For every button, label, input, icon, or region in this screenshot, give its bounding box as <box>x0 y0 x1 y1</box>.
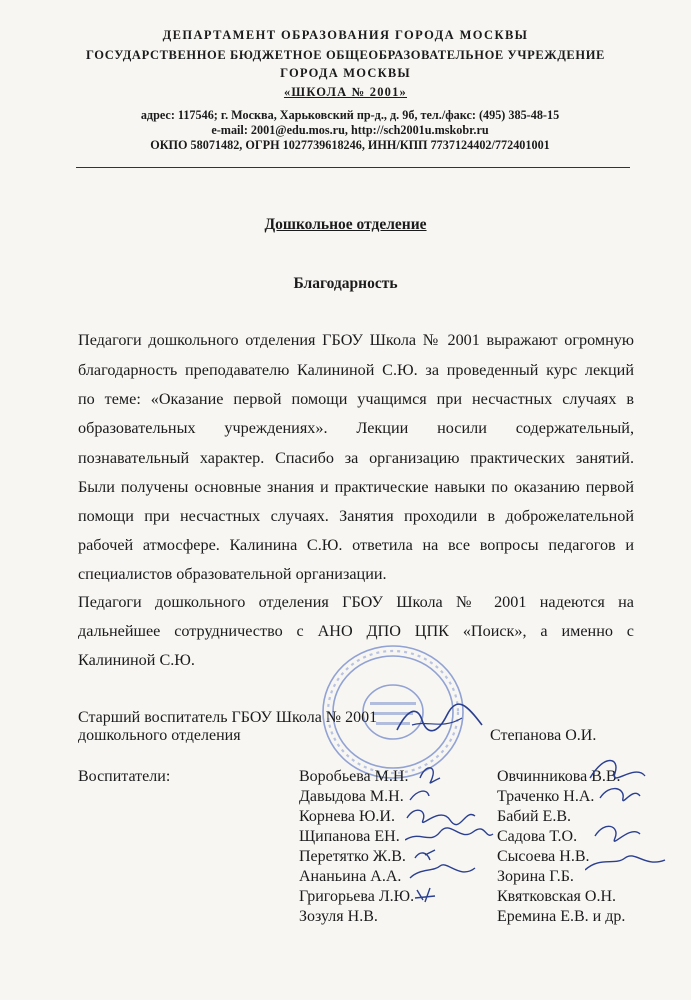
teachers-label: Воспитатели: <box>78 768 171 785</box>
teacher-name: Давыдова М.Н. <box>299 788 404 805</box>
teacher-name: Зорина Г.Б. <box>497 868 574 885</box>
teacher-name: Зозуля Н.В. <box>299 908 378 925</box>
teacher-name: Бабий Е.В. <box>497 808 571 825</box>
teacher-name: Григорьева Л.Ю. <box>299 888 415 905</box>
letterhead-school: «ШКОЛА № 2001» <box>283 85 408 99</box>
letterhead-institution: ГОСУДАРСТВЕННОЕ БЮДЖЕТНОЕ ОБЩЕОБРАЗОВАТЕЛЬНОЕ УЧРЕЖДЕНИЕ <box>86 48 605 62</box>
senior-teacher-department: дошкольного отделения <box>78 727 241 744</box>
teacher-signatures-right <box>585 748 685 888</box>
senior-signature <box>392 700 487 740</box>
teacher-signatures-left <box>405 760 495 930</box>
teacher-name: Квятковская О.Н. <box>497 888 616 905</box>
letterhead-address: адрес: 117546; г. Москва, Харьковский пр-д., д. 9б, тел./факс: (495) 385-48-15 <box>140 108 560 122</box>
teacher-name: Сысоева Н.В. <box>497 848 590 865</box>
body-line: Калининой С.Ю. <box>78 651 195 669</box>
teacher-name: Еремина Е.В. и др. <box>497 908 626 925</box>
senior-teacher-role: Старший воспитатель ГБОУ Школа № 2001 <box>78 709 378 726</box>
body-line: познавательный характер. Спасибо за организацию практических занятий. <box>78 449 634 467</box>
letterhead-divider <box>76 167 630 168</box>
body-line: рабочей атмосфере. Калинина С.Ю. ответила на все вопросы педагогов и <box>78 536 634 554</box>
department-heading: Дошкольное отделение <box>264 216 427 233</box>
letterhead-department: ДЕПАРТАМЕНТ ОБРАЗОВАНИЯ ГОРОДА МОСКВЫ <box>162 28 529 42</box>
teacher-name: Перетятко Ж.В. <box>299 848 406 865</box>
body-line: образовательных учреждениях». Лекции носили содержательный, <box>78 419 634 437</box>
teacher-name: Траченко Н.А. <box>497 788 595 805</box>
teacher-name: Овчинникова В.В. <box>497 768 621 785</box>
body-line: помощи при несчастных случаях. Занятия проходили в доброжелательной <box>78 507 634 525</box>
teacher-name: Щипанова ЕН. <box>299 828 400 845</box>
teacher-name: Ананьина А.А. <box>299 868 402 885</box>
body-line: Педагоги дошкольного отделения ГБОУ Школа № 2001 надеются на <box>78 593 634 611</box>
letterhead-codes: ОКПО 58071482, ОГРН 1027739618246, ИНН/КПП 7737124402/772401001 <box>150 138 550 152</box>
letterhead-city: ГОРОДА МОСКВЫ <box>280 66 411 80</box>
body-line: Были получены основные знания и практические навыки по оказанию первой <box>78 478 634 496</box>
teacher-name: Садова Т.О. <box>497 828 578 845</box>
body-line: дальнейшее сотрудничество с АНО ДПО ЦПК «Поиск», а именно с <box>78 622 634 640</box>
teacher-name: Корнева Ю.И. <box>299 808 395 825</box>
teacher-name: Воробьева М.Н. <box>299 768 409 785</box>
body-line: специалистов образовательной организации. <box>78 565 387 583</box>
document-title: Благодарность <box>293 275 398 292</box>
letterhead-contacts: e-mail: 2001@edu.mos.ru, http://sch2001u.mskobr.ru <box>211 123 489 137</box>
body-line: Педагоги дошкольного отделения ГБОУ Школа № 2001 выражают огромную <box>78 331 634 349</box>
body-line: по теме: «Оказание первой помощи учащимся при несчастных случаях в <box>78 390 634 408</box>
senior-teacher-name: Степанова О.И. <box>490 727 597 744</box>
body-line: благодарность преподавателю Калининой С.Ю. за проведенный курс лекций <box>78 361 634 379</box>
